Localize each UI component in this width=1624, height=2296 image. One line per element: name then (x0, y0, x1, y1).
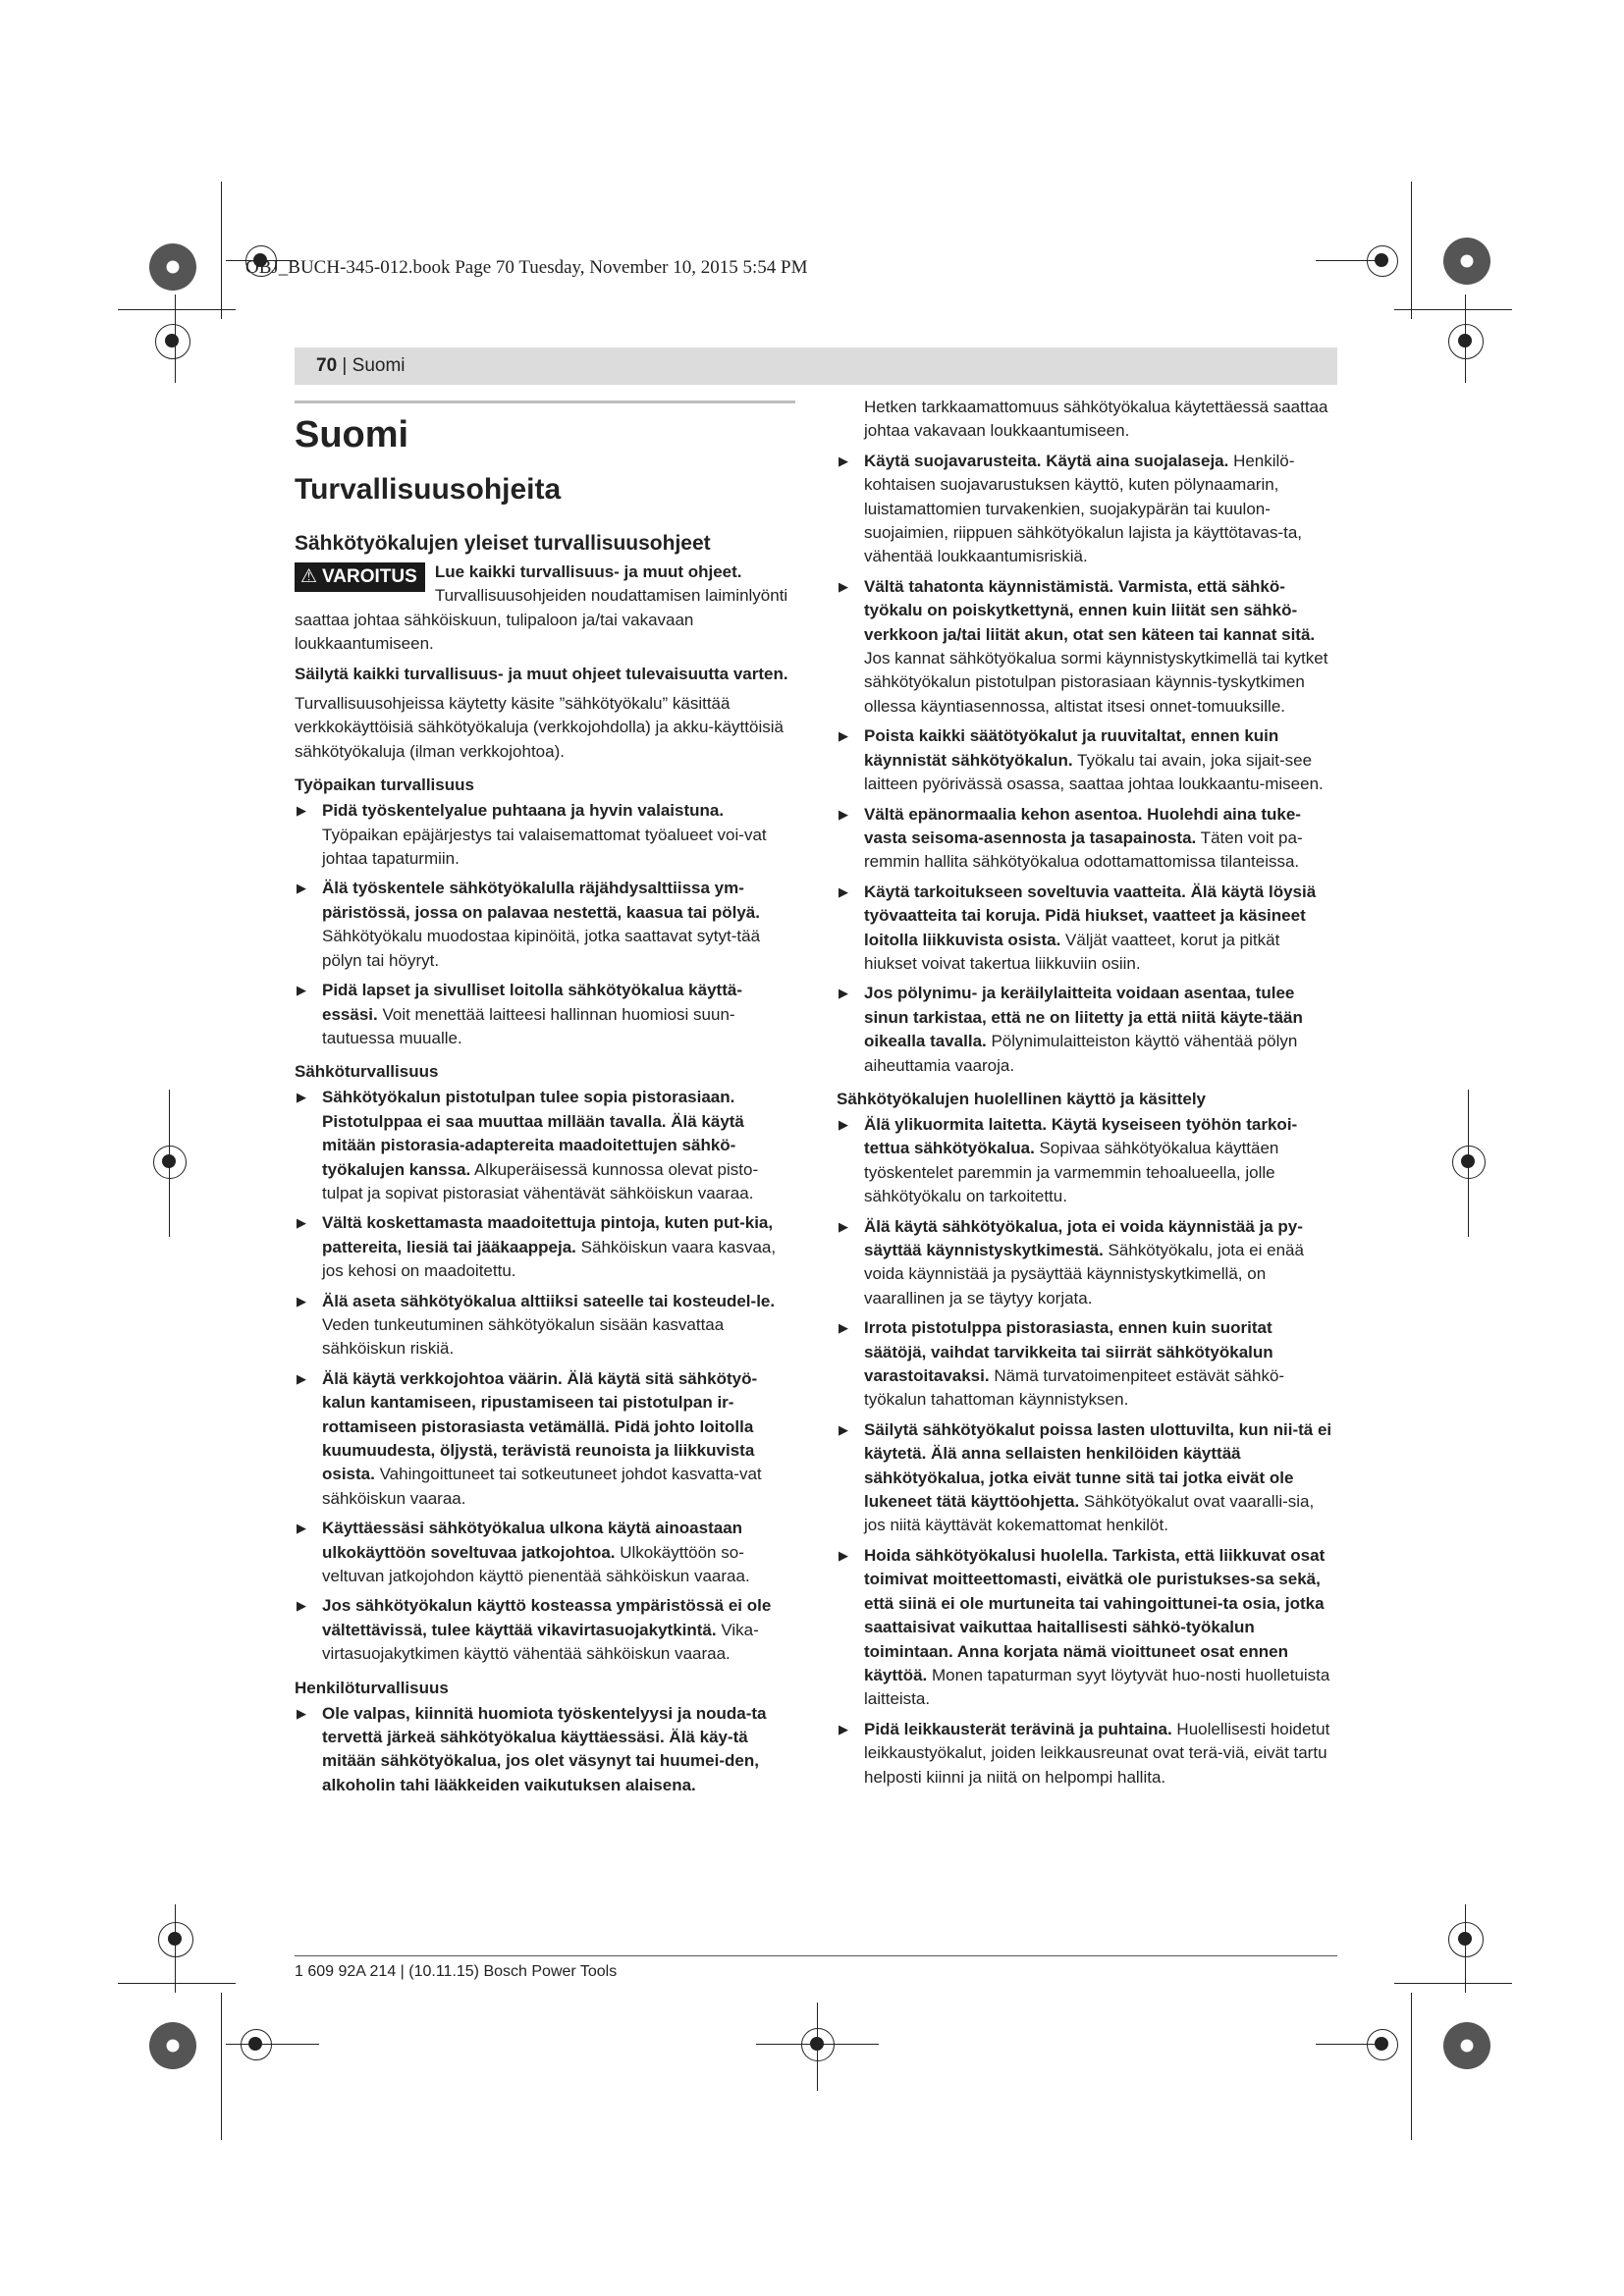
list-item (837, 1718, 1333, 1789)
footer-rule (295, 1955, 1337, 1956)
item-bold-text: Pidä lapset ja sivulliset loitolla sähkötyökalua käyttä-essäsi. (322, 981, 742, 1024)
item-text: Nämä turvatoimenpiteet estävät sähkö-työkalun tahattoman käynnistyksen. (864, 1366, 1285, 1410)
item-bold-text: Käytä tarkoitukseen soveltuvia vaatteita. Älä käytä löysiä työvaatteita tai koruja. Pidä hiukset, vaatteet ja käsineet loitolla liikkuvista osista. (864, 881, 1317, 949)
item-text: Monen tapaturman syyt löytyvät huo-nosti huolletuista laitteista. (864, 1665, 1330, 1709)
warning-triangle-icon: ⚠ (300, 566, 318, 587)
list-item (837, 881, 1333, 977)
header-section: Suomi (352, 355, 406, 376)
item-bold-text: Käyttäessäsi sähkötyökalua ulkona käytä ainoastaan ulkokäyttöön soveltuvaa jatkojohtoa. (322, 1519, 743, 1562)
bullet-arrow-icon: ▶ (839, 806, 848, 822)
list-item (837, 803, 1333, 875)
definition-text: Turvallisuusohjeissa käytetty käsite ”sähkötyökalu” käsittää verkkokäyttöisiä sähkötyökaluja (verkkojohdolla) ja akku-käyttöisiä sähkötyökaluja (ilman verkkojohtoa). (295, 694, 784, 761)
item-text: Sähkötyökalu, jota ei enää voida käynnistää ja pysäyttää käynnistyskytkimellä, on vaarallinen ja se täytyy korjata. (864, 1241, 1304, 1308)
bullet-arrow-icon: ▶ (839, 1421, 848, 1437)
item-bold-text: Pidä työskentelyalue puhtaana ja hyvin valaistuna. (322, 801, 725, 821)
personal-list (295, 1702, 791, 1798)
bullet-arrow-icon: ▶ (839, 728, 848, 744)
item-bold-text: Älä ylikuormita laitetta. Käytä kyseiseen työhön tarkoi-tettua sähkötyökalua. (864, 1114, 1298, 1158)
bullet-arrow-icon: ▶ (297, 881, 306, 896)
bullet-arrow-icon: ▶ (839, 883, 848, 899)
list-item (837, 1418, 1333, 1538)
item-bold-text: Älä työskentele sähkötyökalulla räjähdysalttiissa ym-päristössä, jossa on palavaa nestettä, kaasua tai pölyä. (322, 879, 760, 922)
page-footer: 1 609 92A 214 | (10.11.15) Bosch Power Tools (295, 1963, 618, 1980)
item-bold-text: Vältä epänormaalia kehon asentoa. Huolehdi aina tuke-vasta seisoma-asennosta ja tasapainosta. (864, 804, 1301, 847)
list-item (837, 982, 1333, 1078)
page-title: Suomi (295, 414, 409, 455)
item-bold-text: Sähkötyökalun pistotulpan tulee sopia pistorasiaan. Pistotulppaa ei saa muuttaa millään tavalla. Älä käytä mitään pistorasia-adaptereita maadoitettujen sähkö-työkalujen kanssa. (322, 1088, 744, 1179)
item-bold-text: Jos pölynimu- ja keräilylaitteita voidaan asentaa, tulee sinun tarkistaa, että ne on liitetty ja että niitä käyte-tään oikealla tavalla. (864, 984, 1303, 1051)
bullet-arrow-icon: ▶ (839, 1721, 848, 1736)
list-item (295, 979, 791, 1050)
list-item (295, 1367, 791, 1511)
item-bold-text: Ole valpas, kiinnitä huomiota työskentelyysi ja nouda-ta tervettä järkeä sähkötyökalua käyttäessäsi. Älä käy-tä mitään sähkötyökalua, jos olet väsynyt tai huumei-den, alkoholin tahi lääkkeiden vaikutuksen alaisena. (322, 1703, 767, 1794)
warning-bold: Lue kaikki turvallisuus- ja muut ohjeet. (434, 562, 742, 581)
item-bold-text: Irrota pistotulppa pistorasiasta, ennen kuin suoritat säätöjä, vaihdat tarvikkeita tai siirrät sähkötyökalun varastoitavaksi. (864, 1318, 1273, 1386)
list-item (295, 1594, 791, 1666)
item-text: Vika-virtasuojakytkimen käyttö vähentää sähköiskun vaaraa. (322, 1620, 759, 1664)
item-bold-text: Poista kaikki säätötyökalut ja ruuvitaltat, ennen kuin käynnistät sähkötyökalun. (864, 726, 1279, 770)
electrical-heading: Sähköturvallisuus (295, 1062, 439, 1082)
header-separator: | (337, 355, 352, 376)
item-text: Työpaikan epäjärjestys tai valaisemattomat työalueet voi-vat johtaa tapaturmiin. (322, 825, 767, 869)
bullet-arrow-icon: ▶ (839, 986, 848, 1001)
item-text: Vahingoittuneet tai sotkeutuneet johdot kasvatta-vat sähköiskun vaaraa. (322, 1465, 762, 1508)
item-bold-text: Hoida sähkötyökalusi huolella. Tarkista, että liikkuvat osat toimivat moitteettomasti, eivätkä ole puristukses-sa sekä, että siinä ei ole murtuneita tai vahingoittunei-ta osia, jotka saattaisivat vaikuttaa haitallisesti sähkö-työkalun toimintaan. Anna korjata nämä vioittuneet osat ennen käyttöä. (864, 1545, 1326, 1684)
bullet-arrow-icon: ▶ (297, 1370, 306, 1386)
bullet-arrow-icon: ▶ (839, 1547, 848, 1563)
item-text: Voit menettää laitteesi hallinnan huomiosi suun-tautuessa muualle. (322, 1004, 735, 1047)
page-header-bar (295, 347, 1337, 385)
list-item (837, 575, 1333, 719)
personal-heading: Henkilöturvallisuus (295, 1678, 449, 1697)
list-item (837, 450, 1333, 569)
title-rule (295, 400, 795, 403)
item-bold-text: Älä käytä sähkötyökalua, jota ei voida käynnistää ja py-säyttää käynnistyskytkimestä. (864, 1216, 1303, 1259)
item-text: Sähkötyökalu muodostaa kipinöitä, jotka saattavat sytyt-tää pölyn tai höyryt. (322, 927, 761, 970)
section-title: Turvallisuusohjeita (295, 473, 562, 506)
item-bold-text: Käytä suojavarusteita. Käytä aina suojalaseja. (864, 451, 1229, 470)
care-heading: Sähkötyökalujen huolellinen käyttö ja käsittely (837, 1089, 1207, 1108)
bullet-arrow-icon: ▶ (839, 1320, 848, 1336)
list-item (295, 1702, 791, 1798)
item-bold-text: Jos sähkötyökalun käyttö kosteassa ympäristössä ei ole vältettävissä, tulee käyttää vikavirtasuojakytkintä. (322, 1596, 772, 1639)
item-text: Veden tunkeutuminen sähkötyökalun sisään kasvattaa sähköiskun riskiä. (322, 1314, 725, 1359)
bullet-arrow-icon: ▶ (839, 1116, 848, 1132)
page-number: 70 (316, 355, 338, 376)
list-item (295, 1290, 791, 1362)
list-item (837, 1113, 1333, 1209)
item-text: Täten voit pa-remmin hallita sähkötyökalua odottamattomissa tilanteissa. (864, 828, 1303, 872)
general-safety-heading: Sähkötyökalujen yleiset turvallisuusohjeet (295, 532, 711, 555)
list-item (837, 1215, 1333, 1311)
personal-continued: Hetken tarkkaamattomuus sähkötyökalua käytettäessä saattaa johtaa vakavaan loukkaantumiseen. (864, 398, 1328, 441)
list-item (295, 877, 791, 973)
item-bold-text: Älä käytä verkkojohtoa väärin. Älä käytä sitä sähkötyö-kalun kantamiseen, ripustamiseen tai pistotulpan ir-rottamiseen pistorasiasta vetämällä. Pidä johto loitolla kuumuudesta, öljystä, terävistä reunoista ja liikkuvista osista. (322, 1368, 758, 1484)
item-bold-text: Pidä leikkausterät terävinä ja puhtaina. (864, 1719, 1172, 1738)
right-column (837, 396, 1333, 1795)
list-item (295, 1517, 791, 1588)
item-text: Väljät vaatteet, korut ja pitkät hiukset voivat takertua liikkuviin osiin. (864, 930, 1280, 973)
item-text: Ulkokäyttöön so-veltuvan jatkojohdon käyttö pienentää sähköiskun vaaraa. (322, 1542, 750, 1586)
bullet-arrow-icon: ▶ (297, 1215, 306, 1231)
item-text: Sähkötyökalut ovat vaaralli-sia, jos niitä käyttävät kokemattomat henkilöt. (864, 1492, 1315, 1535)
item-text: Työkalu tai avain, joka sijait-see laitteen pyörivässä osassa, saattaa johtaa loukkaantu-miseen. (864, 750, 1324, 794)
item-bold-text: Säilytä sähkötyökalut poissa lasten ulottuvilta, kun nii-tä ei käytetä. Älä anna sellaisten henkilöiden käyttää sähkötyökalua, jotka eivät tunne sitä tai jotka eivät ole lukeneet tätä käyttöohjetta. (864, 1419, 1332, 1512)
bullet-arrow-icon: ▶ (839, 453, 848, 468)
list-item (837, 1316, 1333, 1413)
keep-instructions: Säilytä kaikki turvallisuus- ja muut ohjeet tulevaisuutta varten. (295, 664, 788, 683)
bullet-arrow-icon: ▶ (297, 983, 306, 998)
bullet-arrow-icon: ▶ (297, 1090, 306, 1105)
list-item (295, 1086, 791, 1205)
item-bold-text: Vältä tahatonta käynnistämistä. Varmista, että sähkö-työkalu on poiskytkettynä, ennen kuin liität sen sähkö-verkkoon ja/tai liität akun, otat sen käteen tai kannat sitä. (864, 576, 1316, 644)
bullet-arrow-icon: ▶ (839, 1218, 848, 1234)
list-item (295, 1211, 791, 1283)
bullet-arrow-icon: ▶ (297, 1598, 306, 1614)
item-text: Sähköiskun vaara kasvaa, jos kehosi on maadoitettu. (322, 1237, 777, 1281)
workplace-list (295, 799, 791, 1050)
warning-paragraph (295, 561, 791, 657)
list-item (295, 799, 791, 871)
warning-badge: ⚠ VAROITUS (295, 562, 425, 592)
bullet-arrow-icon: ▶ (839, 578, 848, 594)
bullet-arrow-icon: ▶ (297, 1705, 306, 1721)
list-item (837, 1544, 1333, 1712)
item-bold-text: Älä aseta sähkötyökalua alttiiksi sateelle tai kosteudel-le. (322, 1291, 776, 1310)
item-text: Jos kannat sähkötyökalua sormi käynnistyskytkimellä tai kytket sähkötyökalun pistotulpan pistorasiaan käynnis-tyskytkimen ollessa käyntiasennossa, altistat itsesi onnet-tomuuksille. (864, 649, 1328, 716)
care-list (837, 1113, 1333, 1789)
item-text: Alkuperäisessä kunnossa olevat pisto-tulpat ja sopivat pistorasiat vähentävät sähköiskun vaaraa. (322, 1159, 759, 1202)
warning-text: Turvallisuusohjeiden noudattamisen laiminlyönti saattaa johtaa sähköiskuun, tulipaloon ja/tai vakavaan loukkaantumiseen. (295, 586, 788, 654)
electrical-list (295, 1086, 791, 1666)
item-text: Sopivaa sähkötyökalua käyttäen työskentelet paremmin ja varmemmin tehoalueella, jolle sähkötyökalu on tarkoitettu. (864, 1139, 1279, 1206)
item-bold-text: Vältä koskettamasta maadoitettuja pintoja, kuten put-kia, pattereita, liesiä tai jääkaappeja. (322, 1213, 774, 1256)
item-text: Henkilö-kohtaisen suojavarustuksen käyttö, kuten pölynaamarin, luistamattomien turvakenkien, suojakypärän tai kuulon-suojaimien, riippuen sähkötyökalun lajista ja käyttötavas-ta, vähentää loukkaantumisriskiä. (864, 451, 1303, 566)
print-slug: OBJ_BUCH-345-012.book Page 70 Tuesday, November 10, 2015 5:54 PM (245, 257, 808, 278)
bullet-arrow-icon: ▶ (297, 1521, 306, 1536)
personal-continued-list (837, 450, 1333, 1078)
left-column (295, 400, 791, 1803)
bullet-arrow-icon: ▶ (297, 803, 306, 819)
bullet-arrow-icon: ▶ (297, 1293, 306, 1308)
item-text: Huolellisesti hoidetut leikkaustyökalut, joiden leikkausreunat ovat terä-viä, eivät tartu helposti kiinni ja niitä on helpompi hallita. (864, 1719, 1330, 1787)
list-item (837, 724, 1333, 796)
workplace-heading: Työpaikan turvallisuus (295, 775, 474, 795)
item-text: Pölynimulaitteiston käyttö vähentää pölyn aiheuttamia vaaroja. (864, 1032, 1298, 1075)
